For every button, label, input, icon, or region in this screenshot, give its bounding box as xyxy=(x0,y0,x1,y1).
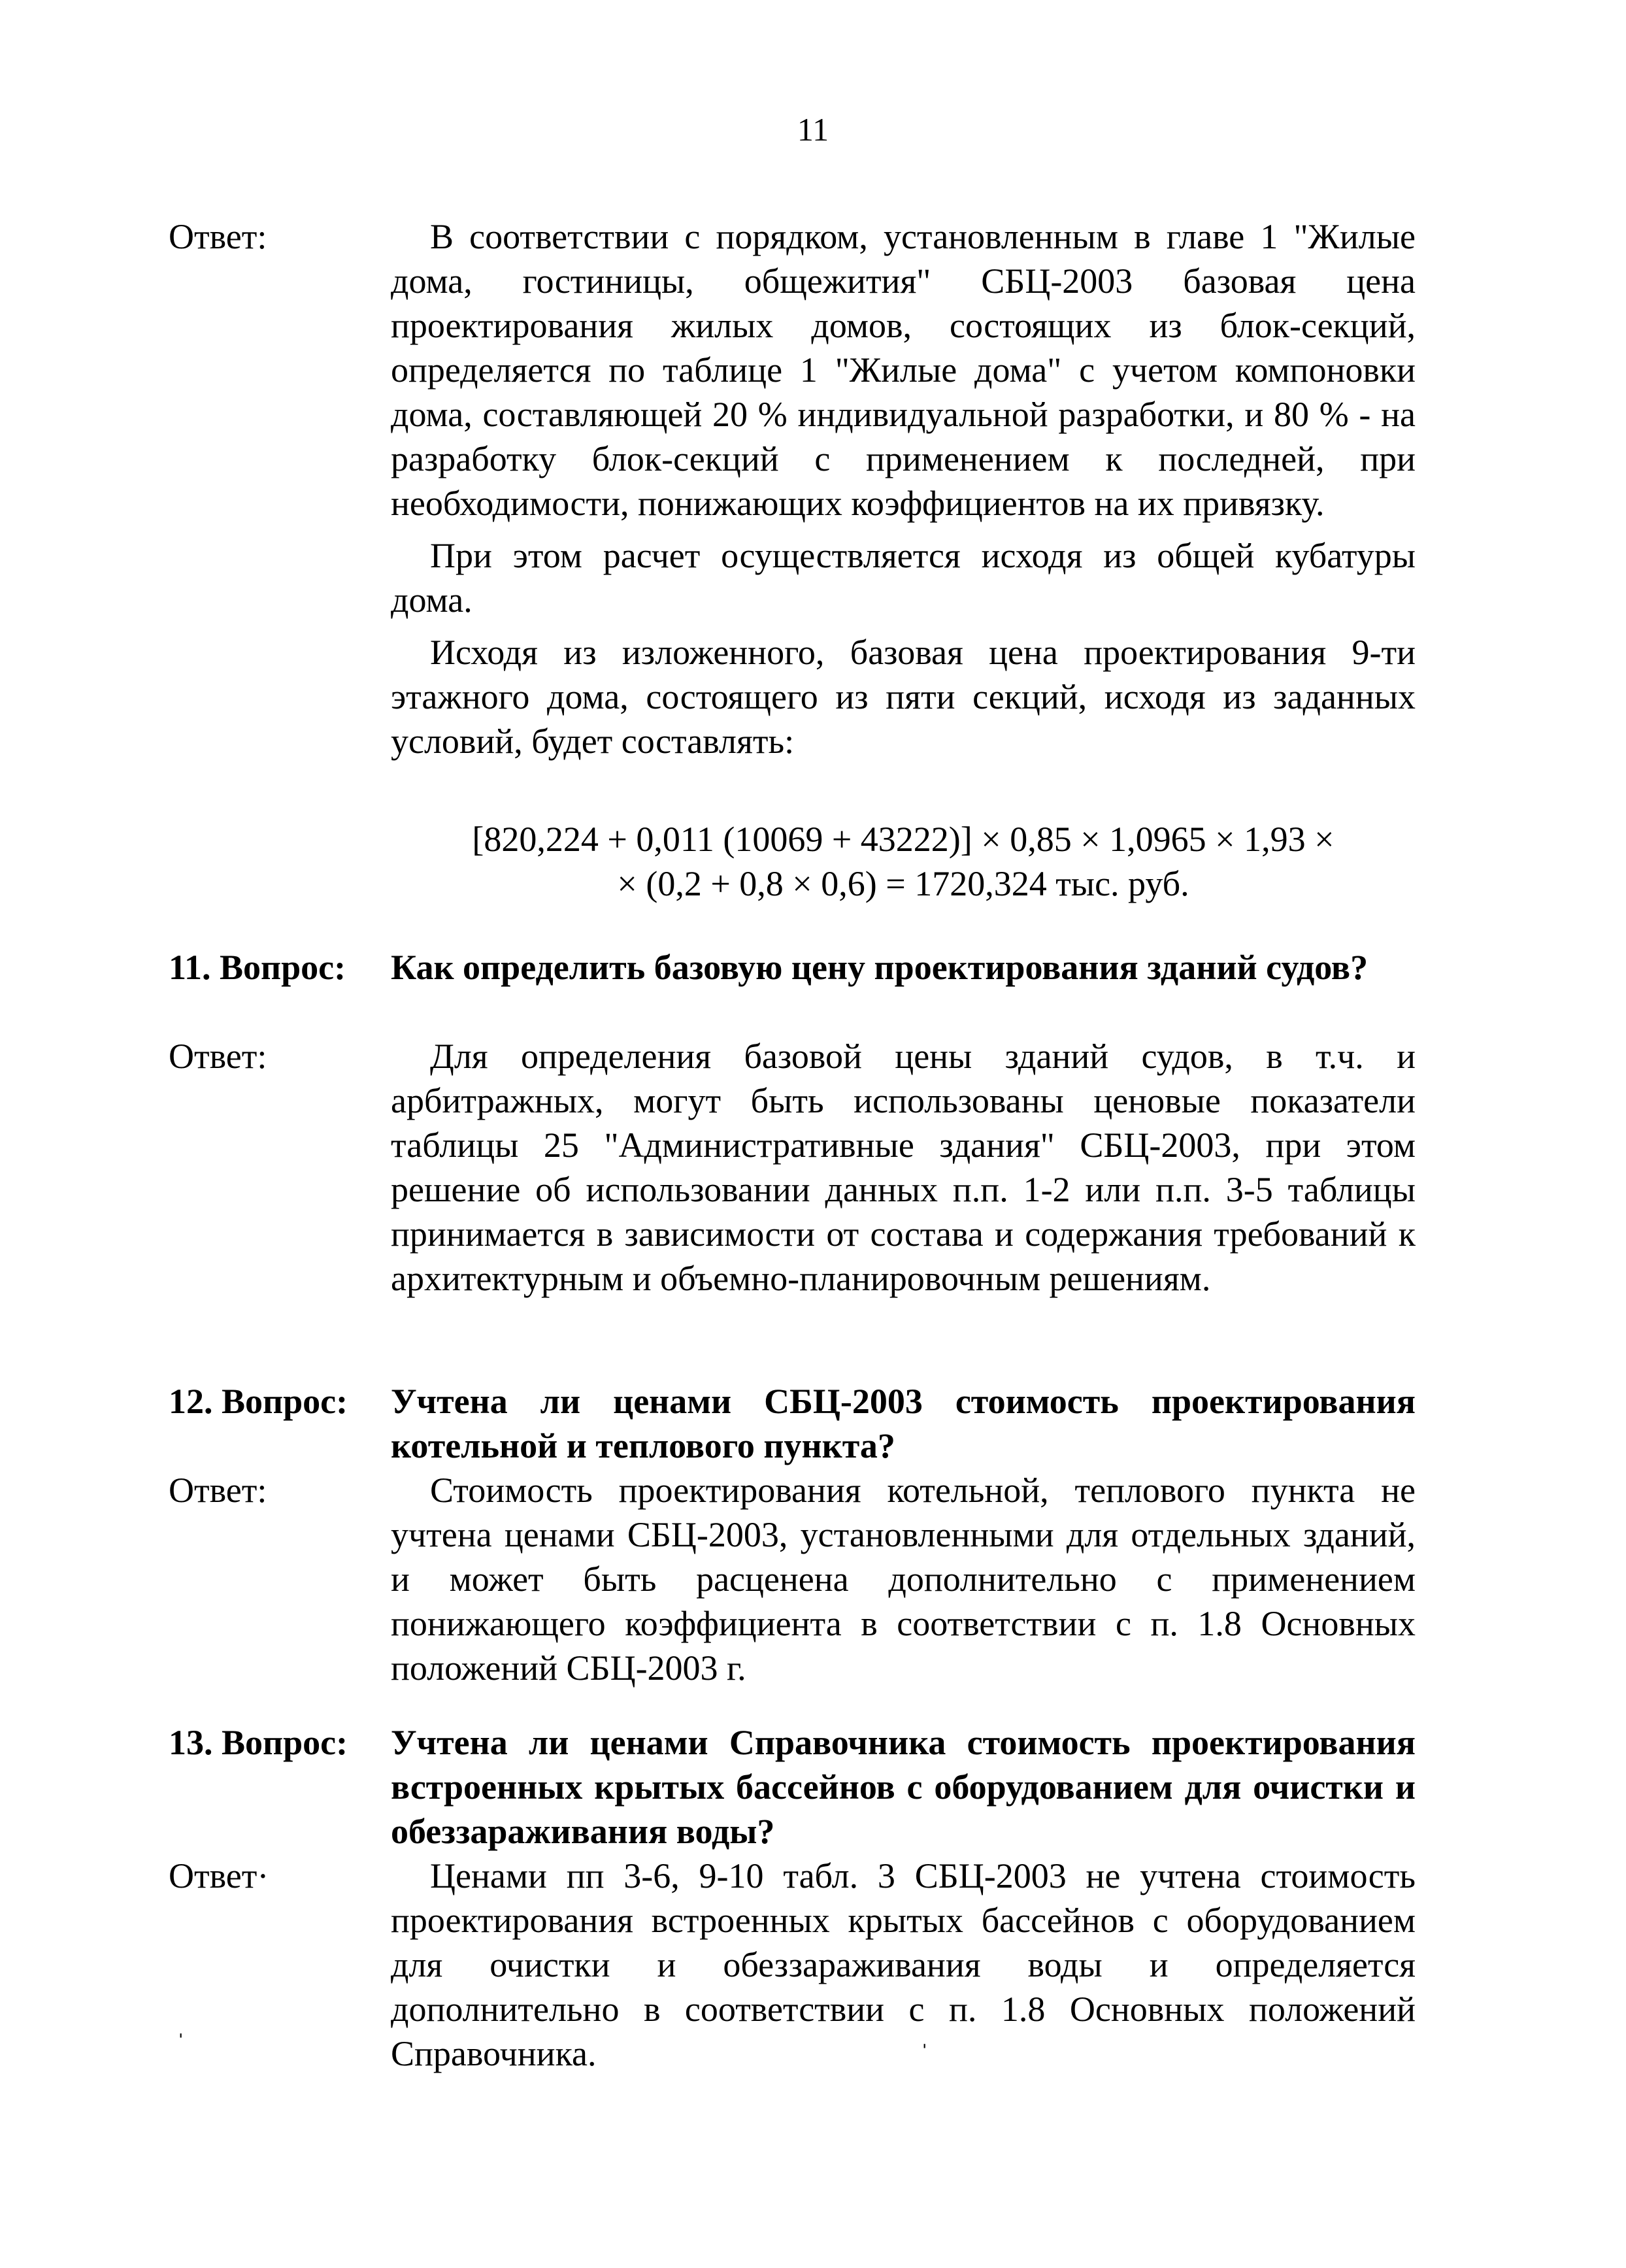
answer-text-wrap xyxy=(391,1034,1416,1301)
question-text: Учтена ли ценами Справочника стоимость проектирования встроенных крытых бассейнов с оборудованием для очистки и обеззараживания воды? xyxy=(391,1723,1416,1851)
scan-speck: ˈ xyxy=(920,2039,929,2068)
answer-text-wrap xyxy=(391,1854,1416,2076)
scan-speck: ˈ xyxy=(176,2028,186,2058)
answer-text-wrap xyxy=(391,1468,1416,1690)
answer-paragraph: В соответствии с порядком, установленным в главе 1 "Жилые дома, гостиницы, общежития" СБЦ-2003 базовая цена проектирования жилых домов, состоящих из блок-секций, определяется по таблице 1 "Жилые дома" с учетом компоновки дома, составляющей 20 % индивидуальной разработки, и 80 % - на разработку блок-секций с применением к последней, при необходимости, понижающих коэффициентов на их привязку. xyxy=(391,217,1416,523)
question-text-wrap xyxy=(391,1720,1416,1854)
answer-label: Ответ: xyxy=(169,217,267,256)
answer-label: Ответ· xyxy=(169,1856,269,1895)
question-label: 12. Вопрос: xyxy=(169,1382,348,1421)
question-label: 11. Вопрос: xyxy=(169,948,346,987)
question-text-wrap xyxy=(391,1379,1416,1468)
answer-text xyxy=(391,214,1416,763)
question-label: 13. Вопрос: xyxy=(169,1723,348,1762)
answer-text: Ценами пп 3-6, 9-10 табл. 3 СБЦ-2003 не учтена стоимость проектирования встроенных крытых бассейнов с оборудованием для очистки и обеззараживания воды и определяется дополнительно в соответствии с п. 1.8 Основных положений Справочника. xyxy=(391,1856,1416,2073)
question-text-wrap xyxy=(391,945,1416,990)
calculation-formula xyxy=(391,817,1416,906)
formula-line: × (0,2 + 0,8 × 0,6) = 1720,324 тыс. руб. xyxy=(617,864,1189,903)
page-number: 11 xyxy=(797,111,829,148)
formula-line: [820,224 + 0,011 (10069 + 43222)] × 0,85 × 1,0965 × 1,93 × xyxy=(472,820,1335,859)
answer-label: Ответ: xyxy=(169,1471,267,1510)
question-text: Учтена ли ценами СБЦ-2003 стоимость проектирования котельной и теплового пункта? xyxy=(391,1382,1416,1465)
question-text: Как определить базовую цену проектирования зданий судов? xyxy=(391,948,1369,987)
answer-label: Ответ: xyxy=(169,1037,267,1076)
answer-text: Стоимость проектирования котельной, теплового пункта не учтена ценами СБЦ-2003, установленными для отдельных зданий, и может быть расценена дополнительно с применением понижающего коэффициента в соответствии с п. 1.8 Основных положений СБЦ-2003 г. xyxy=(391,1471,1416,1688)
answer-paragraph: При этом расчет осуществляется исходя из общей кубатуры дома. xyxy=(391,536,1416,620)
answer-text: Для определения базовой цены зданий судов, в т.ч. и арбитражных, могут быть использованы ценовые показатели таблицы 25 "Административные здания" СБЦ-2003, при этом решение об использовании данных п.п. 1-2 или п.п. 3-5 таблицы принимается в зависимости от состава и содержания требований к архитектурным и объемно-планировочным решениям. xyxy=(391,1037,1416,1298)
answer-paragraph: Исходя из изложенного, базовая цена проектирования 9-ти этажного дома, состоящего из пяти секций, исходя из заданных условий, будет составлять: xyxy=(391,633,1416,761)
